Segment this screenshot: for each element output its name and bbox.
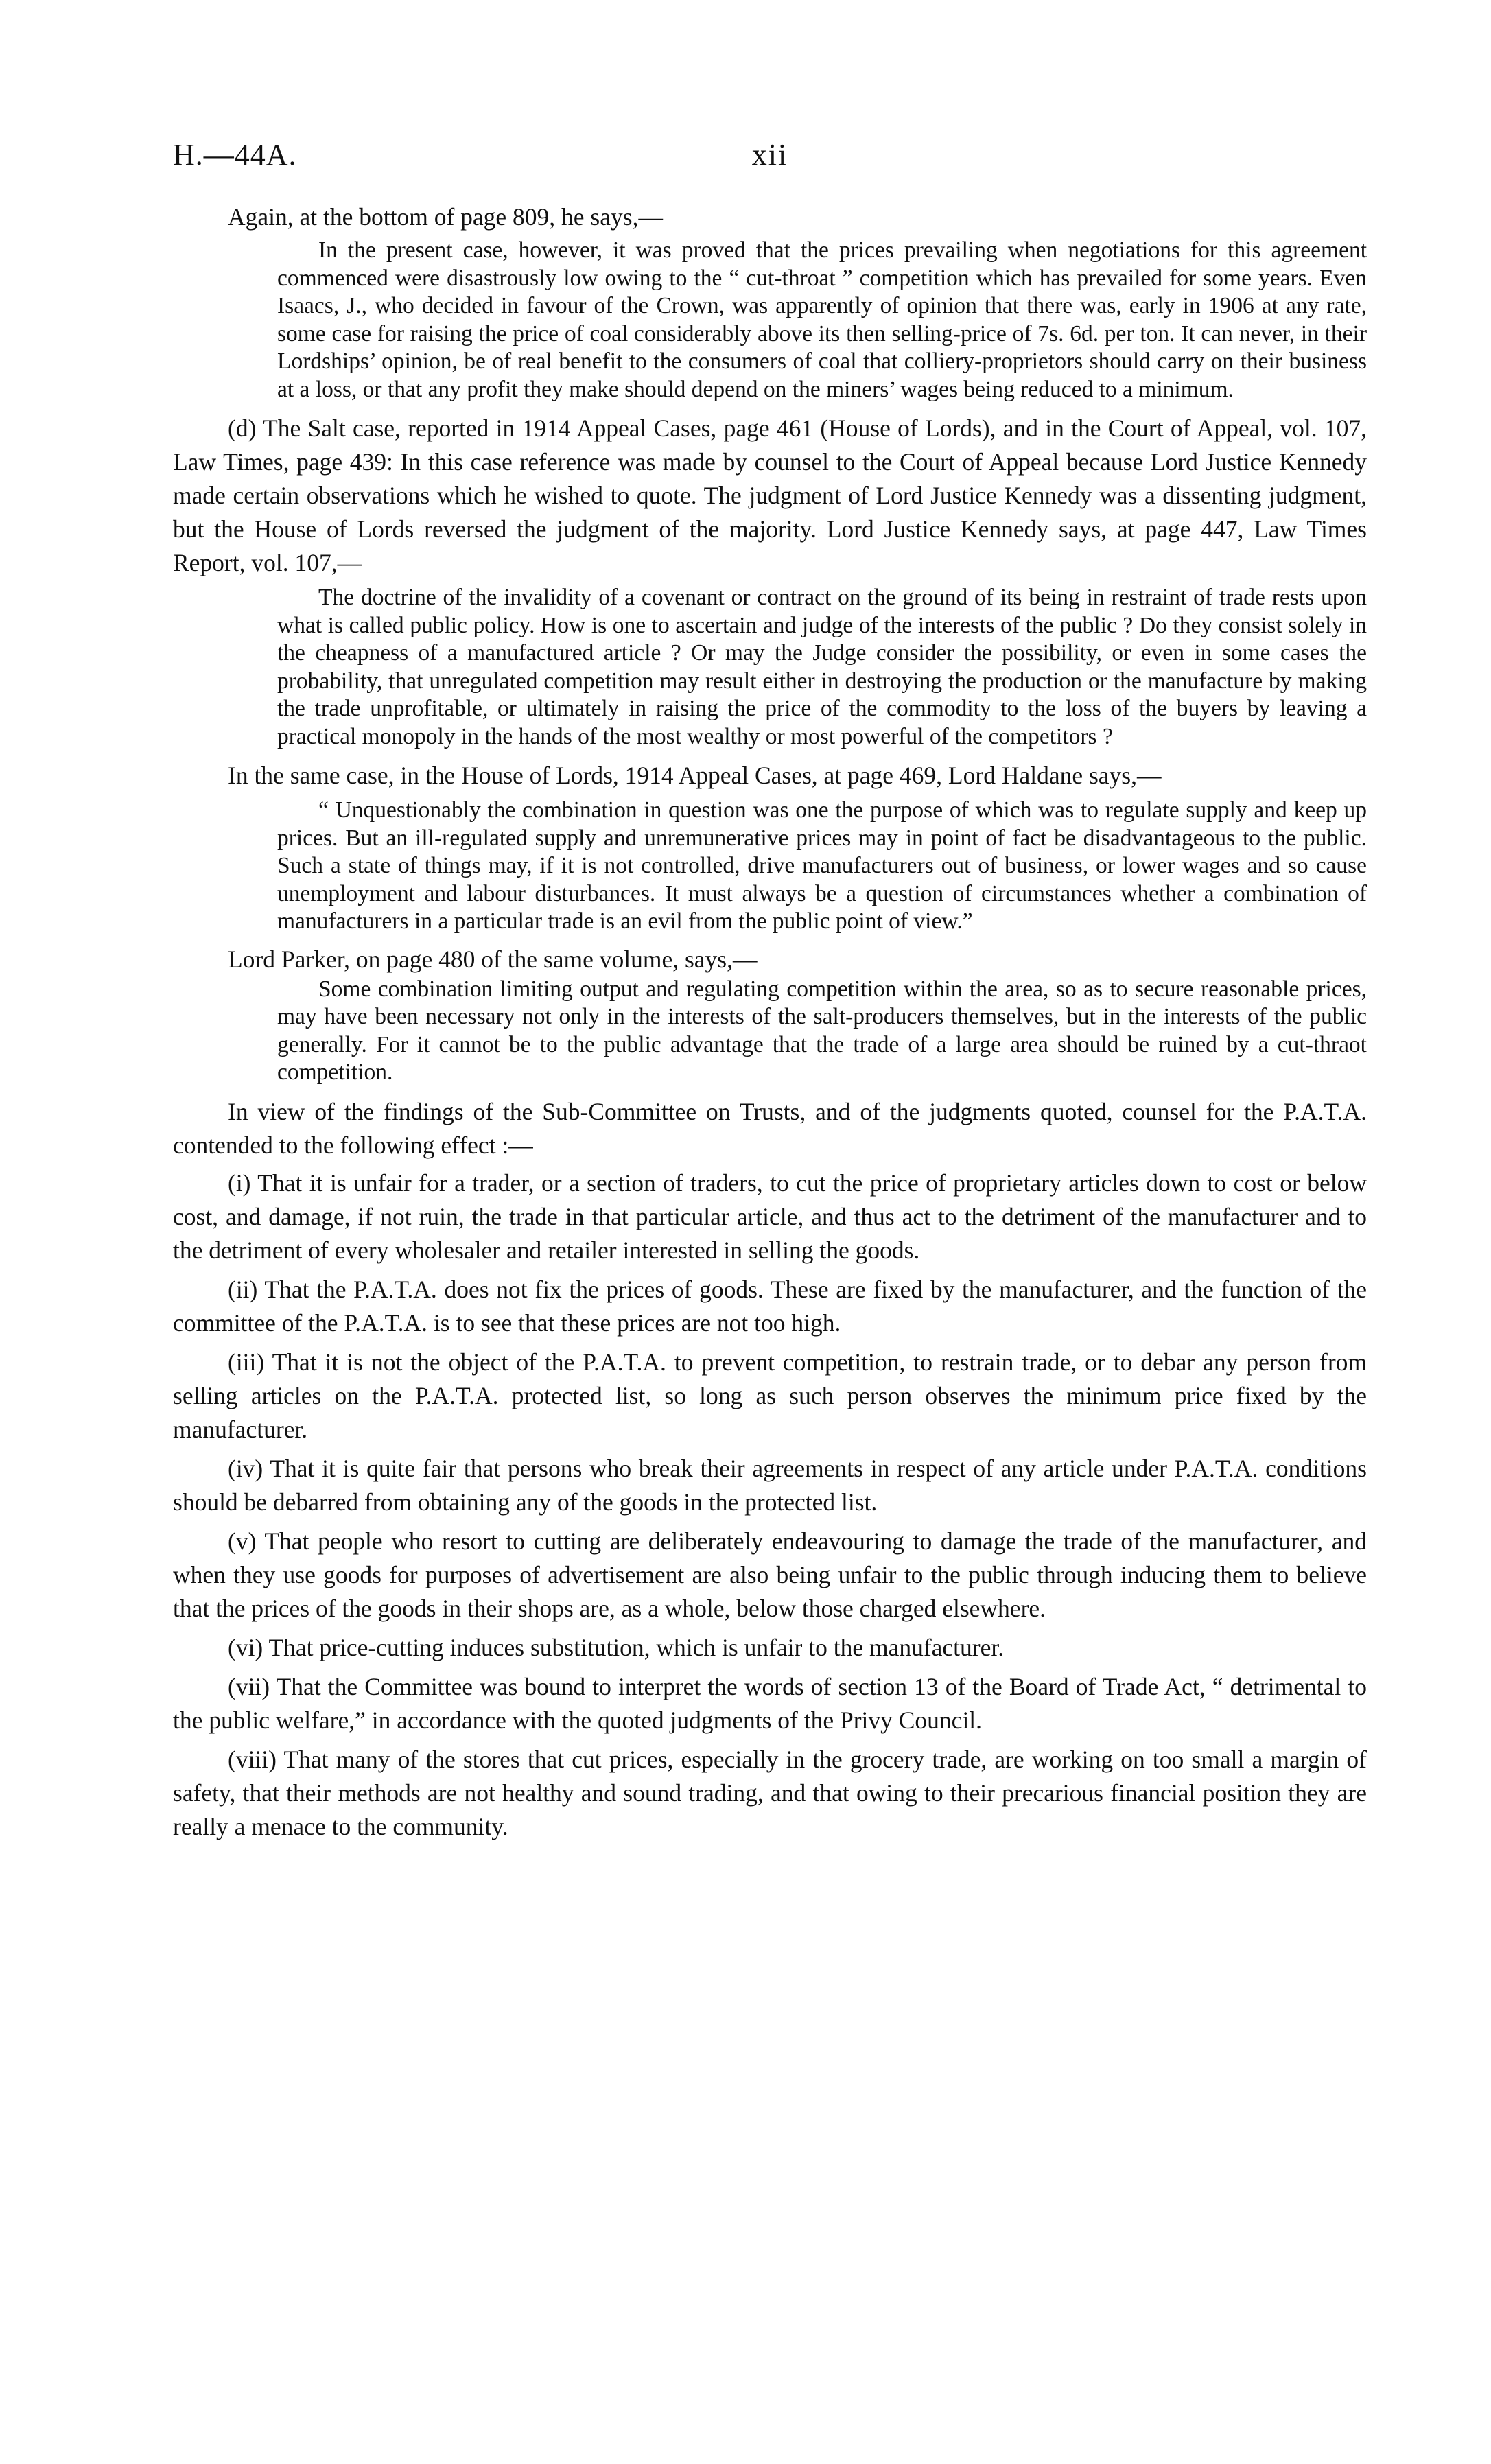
paragraph-again-intro: Again, at the bottom of page 809, he says,— [228, 203, 663, 231]
contention-item: (vi) That price-cutting induces substitution, which is unfair to the manufacturer. [228, 1633, 1005, 1661]
paragraph-counsel-intro: In view of the findings of the Sub-Committee on Trusts, and of the judgments quoted, counsel for the P.A.T.A. contended to the following effect :— [173, 1097, 1367, 1159]
contention-item: (ii) That the P.A.T.A. does not fix the prices of goods. These are fixed by the manufacturer, and the function of the committee of the P.A.T.A. is to see that these prices are not too high. [173, 1275, 1367, 1337]
paragraph-parker-intro: Lord Parker, on page 480 of the same volume, says,— [228, 945, 758, 973]
quote-haldane: “ Unquestionably the combination in question was one the purpose of which was to regulate supply and keep up prices. But an ill-regulated supply and unremunerative prices may in point of fact be disadvantageous to the public. Such a state of things may, if it is not controlled, drive manufacturers out of business, or lower wages and so cause unemployment and labour disturbances. It must always be a question of circumstances whether a combination of manufacturers in a particular trade is an evil from the public point of view.” [277, 797, 1367, 934]
paragraph-haldane-intro: In the same case, in the House of Lords, 1914 Appeal Cases, at page 469, Lord Haldane says,— [228, 762, 1162, 789]
contention-item: (v) That people who resort to cutting are deliberately endeavouring to damage the trade of the manufacturer, and when they use goods for purposes of advertisement are also being unfair to the public through inducing them to believe that the prices of the goods in their shops are, as a whole, below those charged elsewhere. [173, 1527, 1367, 1622]
contention-item: (viii) That many of the stores that cut prices, especially in the grocery trade, are working on too small a margin of safety, that their methods are not healthy and sound trading, and that owing to their precarious financial position they are really a menace to the community. [173, 1745, 1367, 1840]
document-reference: H.—44A. [173, 138, 297, 172]
paragraph-salt-case: (d) The Salt case, reported in 1914 Appeal Cases, page 461 (House of Lords), and in the Court of Appeal, vol. 107, Law Times, page 439: In this case reference was made by counsel to the Court of Appeal because Lord Justice Kennedy made certain observations which he wished to quote. The judgment of Lord Justice Kennedy was a dissenting judgment, but the House of Lords reversed the judgment of the majority. Lord Justice Kennedy says, at page 447, Law Times Report, vol. 107,— [173, 414, 1367, 576]
quote-parker: Some combination limiting output and regulating competition within the area, so as to secure reasonable prices, may have been necessary not only in the interests of the salt-producers themselves, but in the interests of the public generally. For it cannot be to the public advantage that the trade of a large area should be ruined by a cut-thraot competition. [277, 976, 1367, 1085]
page-body [173, 200, 1367, 1849]
contention-item: (i) That it is unfair for a trader, or a section of traders, to cut the price of proprietary articles down to cost or below cost, and damage, if not ruin, the trade in that particular article, and thus act to the detriment of the manufacturer and to the detriment of every wholesaler and retailer interested in selling the goods. [173, 1169, 1367, 1264]
contention-item: (vii) That the Committee was bound to interpret the words of section 13 of the Board of Trade Act, “ detrimental to the public welfare,” in accordance with the quoted judgments of the Privy Council. [173, 1672, 1367, 1734]
contention-item: (iii) That it is not the object of the P.A.T.A. to prevent competition, to restrain trade, or to debar any person from selling articles on the P.A.T.A. protected list, so long as such person observes the minimum price fixed by the manufacturer. [173, 1348, 1367, 1443]
quote-coal-case: In the present case, however, it was proved that the prices prevailing when negotiations for this agreement commenced were disastrously low owing to the “ cut-throat ” competition which has prevailed for some years. Even Isaacs, J., who decided in favour of the Crown, was apparently of opinion that there was, early in 1906 at any rate, some case for raising the price of coal considerably above its then selling-price of 7s. 6d. per ton. It can never, in their Lordships’ opinion, be of real benefit to the consumers of coal that colliery-proprietors should carry on their business at a loss, or that any profit they make should depend on the miners’ wages being reduced to a minimum. [277, 237, 1367, 402]
page-header [173, 137, 1367, 185]
contention-item: (iv) That it is quite fair that persons who break their agreements in respect of any article under P.A.T.A. conditions should be debarred from obtaining any of the goods in the protected list. [173, 1454, 1367, 1516]
page-number: xii [751, 138, 788, 172]
quote-kennedy: The doctrine of the invalidity of a covenant or contract on the ground of its being in restraint of trade rests upon what is called public policy. How is one to ascertain and judge of the interests of the public ? Do they consist solely in the cheapness of a manufactured article ? Or may the Judge consider the possibility, or even in some cases the probability, that unregulated competition may result either in destroying the production or the manufacture by making the trade unprofitable, or ultimately in raising the price of the commodity to the loss of the buyers by leaving a practical monopoly in the hands of the most wealthy or most powerful of the competitors ? [277, 585, 1367, 749]
